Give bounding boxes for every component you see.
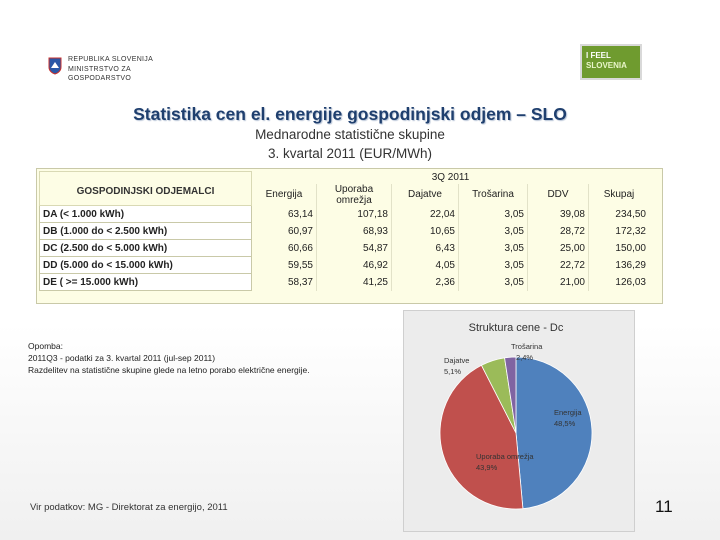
table-row [40, 240, 650, 257]
period-header: 3Q 2011 [431, 172, 470, 183]
footnote-line: Razdelitev na statistične skupine glede na letno porabo električne energije. [28, 365, 310, 375]
cell: 60,97 [252, 223, 317, 240]
row-label: DC (2.500 do < 5.000 kWh) [40, 240, 252, 257]
page-number: 11 [655, 497, 673, 516]
row-label: DA (< 1.000 kWh) [40, 206, 252, 223]
row-label: DB (1.000 do < 2.500 kWh) [40, 223, 252, 240]
cell: 4,05 [392, 257, 459, 274]
data-source: Vir podatkov: MG - Direktorat za energijo, 2011 [30, 502, 228, 513]
cell: 46,92 [317, 257, 392, 274]
pie-slice-energija [516, 357, 592, 509]
ministry-name [68, 55, 153, 84]
table-row [40, 274, 650, 291]
cell: 2,36 [392, 274, 459, 291]
cell: 58,37 [252, 274, 317, 291]
table-row [40, 206, 650, 223]
cell: 6,43 [392, 240, 459, 257]
cell: 3,05 [459, 274, 528, 291]
cell: 234,50 [589, 206, 650, 223]
cell: 22,04 [392, 206, 459, 223]
page-subtitle: Mednarodne statistične skupine [255, 127, 445, 142]
column-header: DDV [528, 184, 589, 206]
column-header: Skupaj [589, 184, 650, 206]
row-label: DD (5.000 do < 15.000 kWh) [40, 257, 252, 274]
row-label: DE ( >= 15.000 kWh) [40, 274, 252, 291]
cell: 3,05 [459, 257, 528, 274]
pie-chart [404, 311, 634, 531]
slice-label: Uporaba omrežja [476, 452, 534, 461]
cell: 3,05 [459, 240, 528, 257]
slice-label: Dajatve [444, 356, 470, 365]
footnote-line: 2011Q3 - podatki za 3. kvartal 2011 (jul-sep 2011) [28, 353, 216, 363]
cell: 28,72 [528, 223, 589, 240]
footnote-heading: Opomba: [28, 341, 63, 351]
column-header: Dajatve [392, 184, 459, 206]
logo-line-1: I FEEL [586, 51, 611, 60]
slice-value-label: 2,4% [516, 353, 534, 362]
cell: 39,08 [528, 206, 589, 223]
ministry-line-1: REPUBLIKA SLOVENIJA [68, 56, 154, 63]
ministry-line-2: MINISTRSTVO ZA [68, 65, 131, 73]
pie-chart-panel [403, 310, 635, 532]
cell: 25,00 [528, 240, 589, 257]
coat-of-arms-icon [48, 57, 62, 75]
cell: 68,93 [317, 223, 392, 240]
cell: 107,18 [317, 206, 392, 223]
slice-value-label: 43,9% [476, 463, 498, 472]
cell: 54,87 [317, 240, 392, 257]
row-group-header: GOSPODINJSKI ODJEMALCI [40, 172, 252, 206]
column-header: Uporaba omrežja [317, 184, 392, 206]
ministry-header [48, 55, 153, 84]
cell: 41,25 [317, 274, 392, 291]
page-title: Statistika cen el. energije gospodinjski odjem – SLO [133, 104, 567, 124]
slice-label: Trošarina [511, 342, 543, 351]
footnote [28, 340, 310, 376]
cell: 126,03 [589, 274, 650, 291]
cell: 150,00 [589, 240, 650, 257]
slice-label: Energija [554, 408, 582, 417]
ministry-line-3: GOSPODARSTVO [68, 75, 132, 82]
column-header: Energija [252, 184, 317, 206]
price-table [36, 168, 663, 304]
page-subtitle-period: 3. kvartal 2011 (EUR/MWh) [267, 146, 433, 161]
column-header: Trošarina [459, 184, 528, 206]
cell: 3,05 [459, 223, 528, 240]
logo-line-2: SLOVENIA [586, 61, 627, 70]
cell: 136,29 [589, 257, 650, 274]
chart-title: Struktura cene - Dc [468, 322, 564, 334]
slice-value-label: 48,5% [554, 419, 576, 428]
cell: 3,05 [459, 206, 528, 223]
cell: 60,66 [252, 240, 317, 257]
slice-value-label: 5,1% [444, 367, 462, 376]
cell: 59,55 [252, 257, 317, 274]
cell: 10,65 [392, 223, 459, 240]
cell: 63,14 [252, 206, 317, 223]
cell: 21,00 [528, 274, 589, 291]
cell: 22,72 [528, 257, 589, 274]
table-row [40, 257, 650, 274]
table-row [40, 223, 650, 240]
cell: 172,32 [589, 223, 650, 240]
i-feel-slovenia-logo [580, 44, 642, 80]
